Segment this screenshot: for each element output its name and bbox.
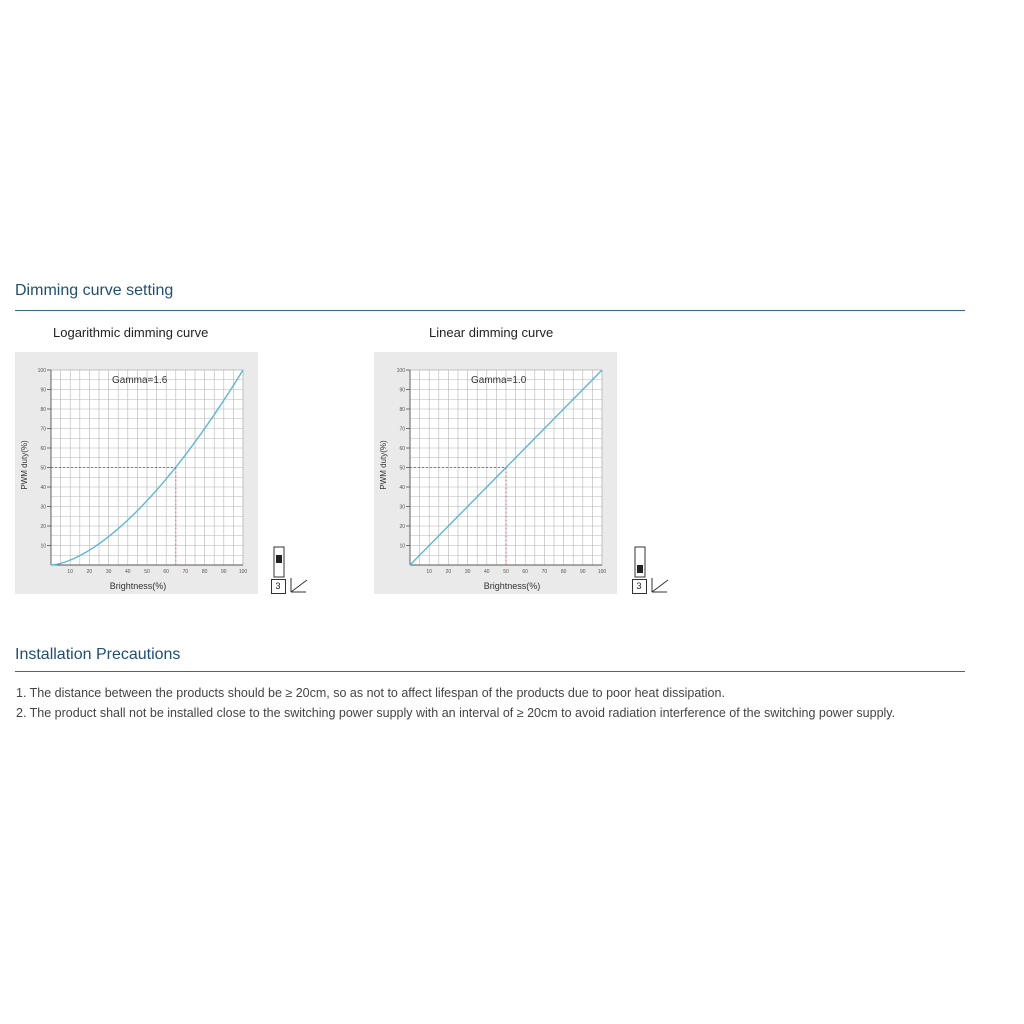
linear-curve-icon	[652, 578, 668, 592]
precautions-list	[16, 683, 895, 723]
y-tick-label: 70	[40, 426, 46, 433]
y-tick-label: 80	[399, 407, 405, 413]
y-tick-label: 100	[37, 368, 46, 374]
x-tick-label: 10	[426, 569, 432, 575]
gamma-annotation: Gamma=1.0	[471, 375, 527, 386]
log-curve-icon	[291, 578, 307, 592]
dip-switch-number: 3	[636, 581, 642, 591]
install-section-title: Installation Precautions	[15, 646, 181, 663]
gamma-annotation: Gamma=1.6	[112, 375, 168, 386]
linear-chart-plot	[374, 352, 617, 594]
logarithmic-chart	[15, 352, 258, 594]
x-tick-label: 30	[105, 569, 112, 575]
y-tick-label: 50	[399, 465, 405, 472]
dip-switch-3-down	[632, 546, 676, 594]
y-tick-label: 40	[399, 485, 405, 491]
y-tick-label: 40	[40, 485, 46, 491]
precaution-item: 1. The distance between the products should be ≥ 20cm, so as not to affect lifespan of the products due to poor heat dissipation.	[16, 686, 725, 700]
x-tick-label: 90	[580, 569, 586, 575]
y-axis-label: PWM duty(%)	[379, 440, 388, 490]
x-tick-label: 40	[484, 569, 490, 575]
x-tick-label: 70	[182, 569, 189, 575]
y-tick-label: 20	[40, 524, 46, 530]
x-tick-label: 50	[503, 569, 509, 575]
x-tick-label: 70	[541, 569, 548, 575]
y-tick-label: 20	[399, 524, 405, 530]
x-tick-label: 60	[522, 569, 528, 575]
x-axis-label: Brightness(%)	[483, 581, 541, 591]
chart-title-logarithmic: Logarithmic dimming curve	[53, 325, 209, 340]
x-tick-label: 90	[221, 569, 227, 575]
x-axis-label: Brightness(%)	[109, 581, 167, 591]
y-tick-label: 10	[40, 543, 46, 550]
x-tick-label: 30	[464, 569, 471, 575]
y-tick-label: 30	[399, 504, 405, 511]
y-tick-label: 50	[40, 465, 46, 472]
x-tick-label: 100	[238, 569, 248, 575]
y-tick-label: 30	[40, 504, 46, 511]
x-tick-label: 80	[201, 569, 208, 575]
precaution-item: 2. The product shall not be installed close to the switching power supply with an interval of ≥ 20cm to avoid radiation interference of the switching power supply.	[16, 706, 896, 720]
x-tick-label: 100	[597, 569, 607, 575]
dip-switch-3-up	[271, 546, 315, 594]
dimming-section-divider	[15, 310, 965, 311]
y-tick-label: 10	[399, 543, 405, 550]
x-tick-label: 20	[445, 569, 452, 575]
x-tick-label: 60	[163, 569, 169, 575]
x-tick-label: 10	[67, 569, 73, 575]
dip-switch-number: 3	[275, 581, 281, 591]
install-section-divider	[15, 671, 965, 672]
logarithmic-chart-plot	[15, 352, 258, 594]
y-tick-label: 90	[40, 387, 46, 394]
y-tick-label: 100	[396, 368, 405, 374]
y-tick-label: 60	[399, 446, 405, 452]
linear-chart	[374, 352, 617, 594]
dip-switch-knob	[637, 565, 643, 573]
y-tick-label: 80	[40, 407, 46, 413]
dip-switch-knob	[276, 555, 282, 563]
y-tick-label: 60	[40, 446, 46, 452]
y-tick-label: 90	[399, 387, 405, 394]
x-tick-label: 40	[125, 569, 131, 575]
y-axis-label: PWM duty(%)	[20, 440, 29, 490]
chart-title-linear: Linear dimming curve	[429, 325, 554, 340]
y-tick-label: 70	[399, 426, 405, 433]
dimming-section-title: Dimming curve setting	[15, 282, 174, 299]
x-tick-label: 50	[144, 569, 150, 575]
x-tick-label: 20	[86, 569, 93, 575]
x-tick-label: 80	[560, 569, 567, 575]
